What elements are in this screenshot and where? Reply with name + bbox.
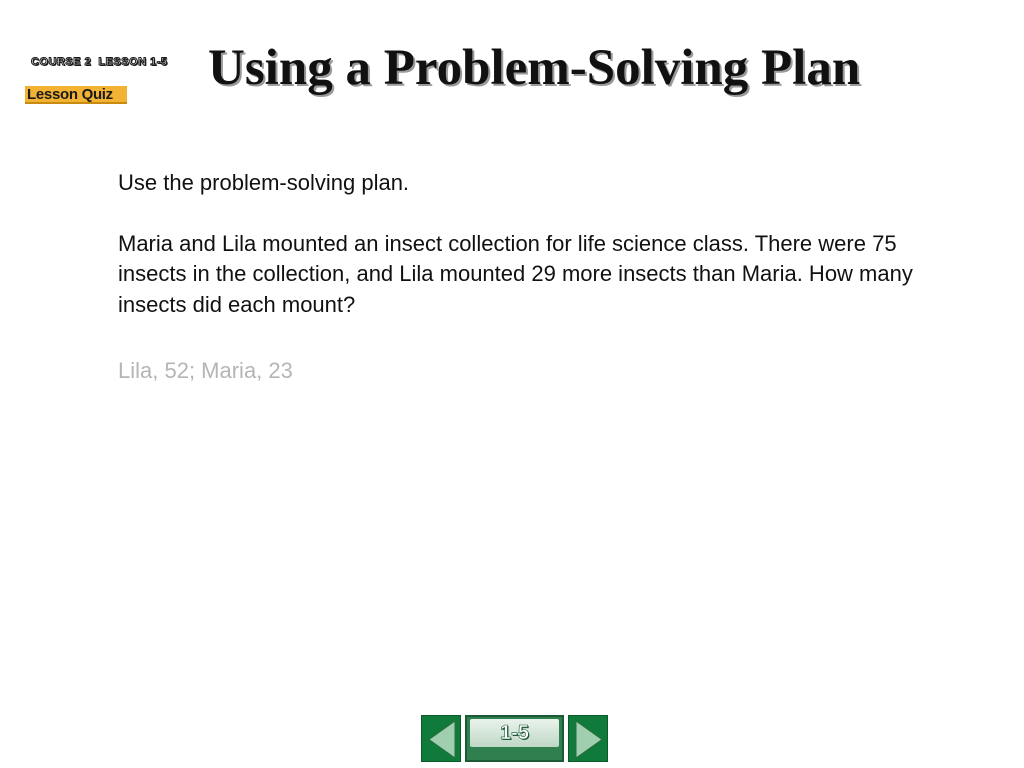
- course-lesson-label: COURSE 2 LESSON 1-5: [31, 56, 168, 68]
- left-arrow-icon: [422, 716, 462, 763]
- next-button[interactable]: [568, 715, 608, 762]
- problem-text: Maria and Lila mounted an insect collection for life science class. There were 75 insects in the collection, and Lila mounted 29 more insects than Maria. How many insects did each mount?: [118, 230, 913, 317]
- lesson-number-label: 1-5: [470, 719, 559, 747]
- answer-text: Lila, 52; Maria, 23: [118, 358, 293, 383]
- right-arrow-icon: [569, 716, 609, 763]
- lesson-navigation: [421, 715, 608, 762]
- instruction-text: Use the problem-solving plan.: [118, 170, 410, 195]
- lesson-quiz-badge: Lesson Quiz: [25, 86, 127, 104]
- previous-button[interactable]: [421, 715, 461, 762]
- page-title: Using a Problem-Solving Plan: [208, 40, 861, 96]
- lesson-number-panel: [465, 715, 564, 762]
- quiz-content: [118, 168, 958, 320]
